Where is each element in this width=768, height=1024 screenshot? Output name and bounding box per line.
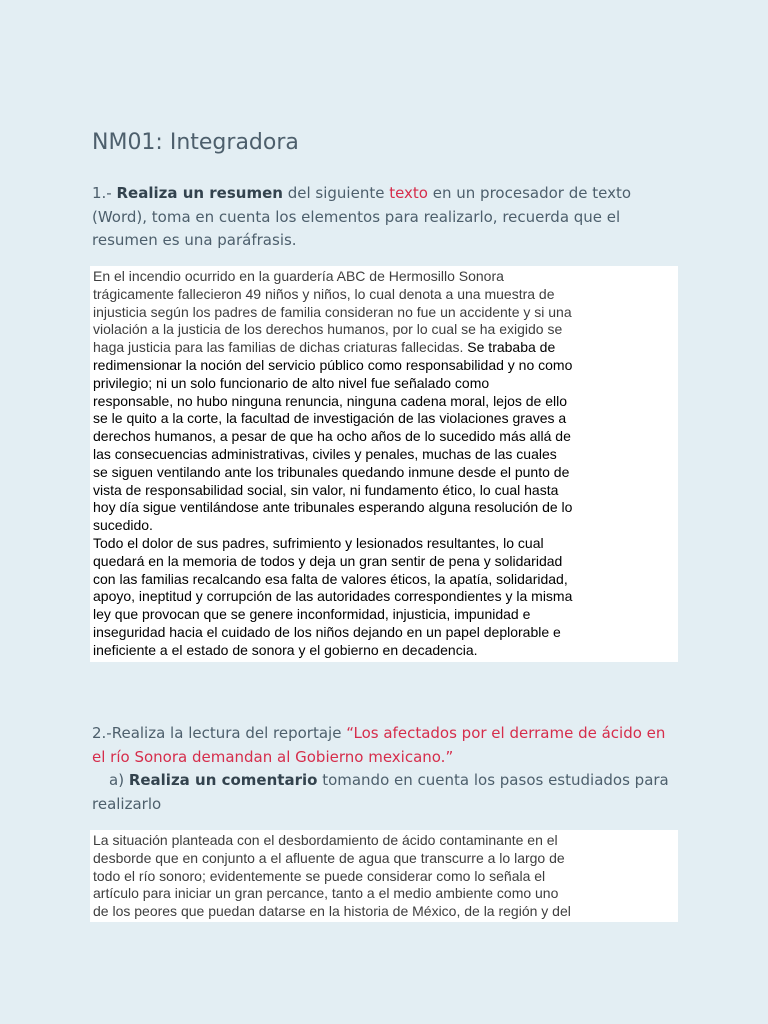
answer-1-part1: En el incendio ocurrido en la guardería ABC de Hermosillo Sonora trágicamente fallecieron 49 niños y niños, lo cual denota a una muestra de injusticia según los padres de familia consideran no fue un accidente y si una violación a la justicia de los derechos humanos, por lo cual se ha exigido se haga justicia para las familias de dichas criaturas fallecidas. bbox=[93, 268, 572, 356]
answer-1-text bbox=[93, 268, 675, 660]
answer-1-box bbox=[90, 266, 678, 662]
question-2a-prefix: a) bbox=[109, 771, 129, 789]
question-1 bbox=[92, 182, 682, 253]
question-2a-bold: Realiza un comentario bbox=[128, 771, 318, 789]
answer-2-body: La situación planteada con el desbordamiento de ácido contaminante en el desborde que en conjunto a el afluente de agua que transcurre a lo largo de todo el río sonoro; evidentemente se puede considerar como lo señala el artículo para iniciar un gran percance, tanto a el medio ambiente como uno de los peores que puedan datarse en la historia de México, de la región y del bbox=[93, 832, 571, 920]
question-1-prefix: 1.- bbox=[92, 184, 117, 202]
texto-link[interactable]: texto bbox=[389, 184, 428, 202]
question-2a bbox=[92, 769, 682, 816]
question-2-quote: “Los afectados por el derrame de ácido en el río Sonora demandan al Gobierno mexicano.” bbox=[92, 724, 666, 766]
answer-2-text bbox=[93, 832, 675, 921]
question-1-suffix: en un procesador de texto (Word), toma en cuenta los elementos para realizarlo, recuerda que el resumen es una paráfrasis. bbox=[92, 184, 632, 249]
question-2 bbox=[92, 722, 682, 769]
answer-2-box bbox=[90, 830, 678, 922]
question-2-prefix: 2.-Realiza la lectura del reportaje bbox=[92, 724, 347, 742]
question-2a-suffix: tomando en cuenta los pasos estudiados para realizarlo bbox=[92, 771, 669, 813]
question-1-bold: Realiza un resumen bbox=[116, 184, 283, 202]
answer-1-part2: Se trababa de redimensionar la noción del servicio público como responsabilidad y no como privilegio; ni un solo funcionario de alto nivel fue señalado como responsable, no hubo ninguna renuncia, ninguna cadena moral, lejos de ello se le quito a la corte, la facultad de investigación de las violaciones graves a derechos humanos, a pesar de que ha ocho años de lo sucedido más allá de las consecuencias administrativas, civiles y penales, muchas de las cuales se siguen ventilando ante los tribunales quedando inmune desde el punto de vista de responsabilidad social, sin valor, ni fundamento ético, lo cual hasta hoy día sigue ventilándose ante tribunales esperando alguna resolución de lo sucedido. Todo el dolor de sus padres, sufrimiento y lesionados resultantes, lo cual quedará en la memoria de todos y deja un gran sentir de pena y solidaridad con las familias recalcando esa falta de valores éticos, la apatía, solidaridad, apoyo, ineptitud y corrupción de las autoridades correspondientes y la misma ley que provocan que se genere inconformidad, injusticia, impunidad e inseguridad hacia el cuidado de los niños dejando en un papel deplorable e ineficiente a el estado de sonora y el gobierno en decadencia. bbox=[93, 339, 573, 658]
question-1-mid: del siguiente bbox=[282, 184, 390, 202]
page-title: NM01: Integradora bbox=[92, 130, 299, 155]
